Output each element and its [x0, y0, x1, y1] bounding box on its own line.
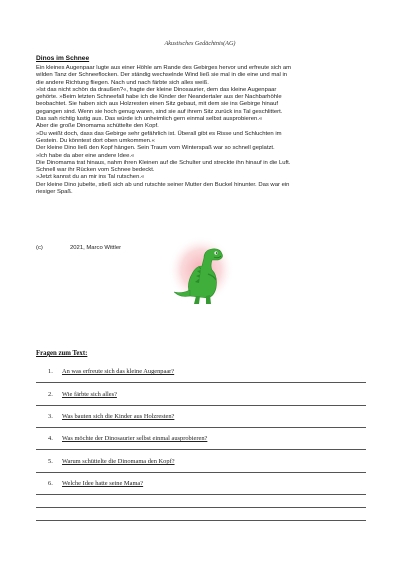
story-line: Der kleine Dino jubelte, stieß sich ab und rutschte seiner Mutter den Buckel hinunter. Das war ein	[36, 181, 290, 188]
question-number: 1.	[48, 368, 53, 375]
answer-line[interactable]	[36, 382, 366, 383]
answer-line[interactable]	[36, 472, 366, 473]
question-text: Was bauten sich die Kinder aus Holzresten?	[62, 413, 175, 420]
story-line: beobachtet. Sie haben sich aus Holzresten einen Sitz gebaut, mit dem sie ins Gebirge hinauf	[36, 101, 278, 108]
question-text: Was möchte der Dinosaurier selbst einmal ausprobieren?	[62, 435, 208, 442]
page-header: Akustisches Gedächtnis(AG)	[164, 40, 236, 47]
story-line: Der kleine Dino ließ den Kopf hängen. Sein Traum vom Winterspaß war so schnell geplatzt.	[36, 145, 275, 152]
question-text: Wie färbte sich alles?	[62, 391, 117, 398]
answer-line[interactable]	[36, 520, 366, 521]
story-line: riesiger Spaß.	[36, 189, 73, 196]
story-line: »Du weißt doch, dass das Gebirge sehr gefährlich ist. Überall gibt es Risse und Schluchten im	[36, 130, 282, 137]
story-line: gehörte. »Beim letzten Schneefall habe ich die Kinder der Neandertaler aus der Nachbarhöhle	[36, 94, 282, 101]
answer-line[interactable]	[36, 449, 366, 450]
story-line: die andere Richtung fliegen. Nach und nach färbte sich alles weiß.	[36, 79, 209, 86]
story-line: »Ist das nicht schön da draußen?«, fragte der kleine Dinosaurier, dem das kleine Augenpaar	[36, 86, 277, 93]
question-text: Warum schüttelte die Dinomama den Kopf?	[62, 458, 175, 465]
question-number: 5.	[48, 458, 53, 465]
story-line: Gestein. Du könntest dort oben umkommen.«	[36, 137, 155, 144]
answer-line[interactable]	[36, 494, 366, 495]
story-line: »Jetzt kannst du an mir ins Tal rutschen.«	[36, 174, 145, 181]
answer-line[interactable]	[36, 427, 366, 428]
story-title: Dinos im Schnee	[36, 55, 90, 62]
story-line: Die Dinomama trat hinaus, nahm ihren Kleinen auf die Schulter und streckte ihn hinauf in die Luft.	[36, 159, 291, 166]
copyright-text: 2021, Marco Wittler	[70, 245, 122, 251]
questions-title: Fragen zum Text:	[36, 350, 88, 357]
story-line: gegangen sind. Wenn sie hoch genug waren, sind sie auf ihrem Sitz zurück ins Tal geschlittert.	[36, 108, 283, 115]
story-line: Das sah richtig lustig aus. Das würde ich unheimlich gern einmal selbst ausprobieren.«	[36, 116, 263, 123]
copyright-line	[36, 245, 121, 251]
question-text: Welche Idee hatte seine Mama?	[62, 480, 144, 487]
question-number: 4.	[48, 435, 53, 442]
question-text: An was erfreute sich das kleine Augenpaar?	[62, 368, 175, 375]
story-line: Schnell war ihr Rücken vom Schnee bedeckt.	[36, 167, 155, 174]
story-text	[36, 65, 366, 196]
question-number: 3.	[48, 413, 53, 420]
question-number: 2.	[48, 391, 53, 398]
dinosaur-icon	[168, 236, 238, 308]
story-line: Aber die große Dinomama schüttelte den Kopf.	[36, 123, 159, 130]
story-line: »Ich habe da aber eine andere Idee.«	[36, 152, 135, 159]
story-line: wilden Tanz der Schneeflocken. Der ständig wechselnde Wind ließ sie mal in die eine und mal in	[36, 72, 288, 79]
answer-line[interactable]	[36, 405, 366, 406]
copyright-symbol: (c)	[36, 245, 43, 251]
story-line: Ein kleines Augenpaar lugte aus einer Höhle am Rande des Gebirges hervor und erfreute sich am	[36, 65, 292, 71]
question-number: 6.	[48, 480, 53, 487]
answer-line[interactable]	[36, 507, 366, 508]
